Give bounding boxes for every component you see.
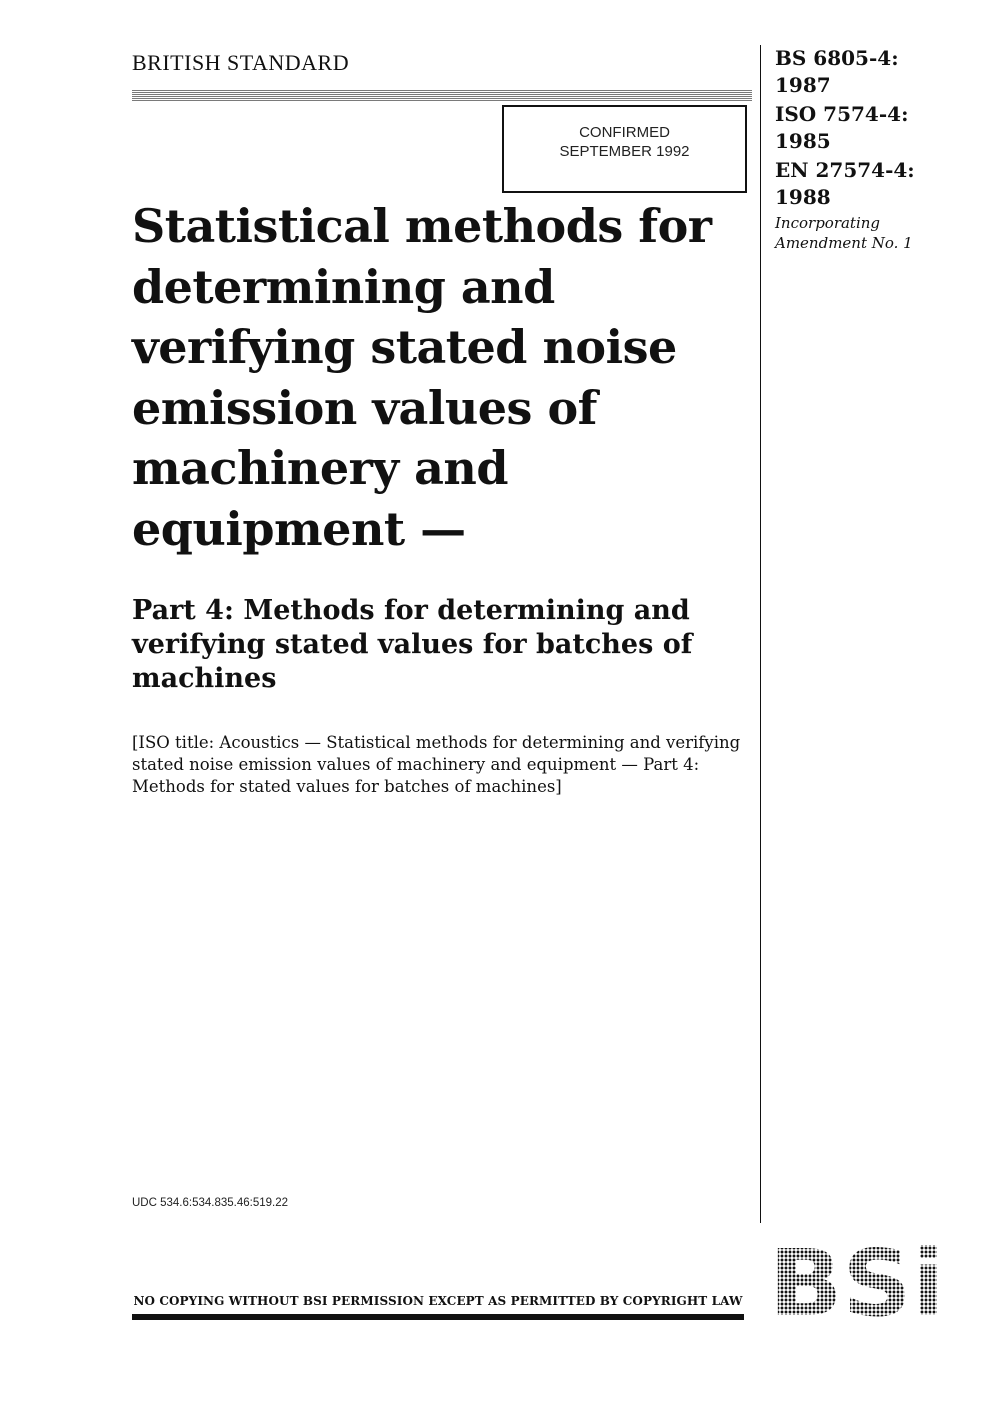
standard-year: 1988	[775, 185, 831, 209]
standard-code: BS 6805-4:	[775, 46, 899, 70]
standard-id-en	[775, 157, 985, 211]
amendment-note	[775, 213, 985, 253]
copyright-notice: NO COPYING WITHOUT BSI PERMISSION EXCEPT AS PERMITTED BY COPYRIGHT LAW	[133, 1294, 743, 1308]
document-type-label: BRITISH STANDARD	[132, 50, 350, 75]
header-rule	[132, 90, 752, 102]
standard-year: 1987	[775, 73, 831, 97]
standard-code: EN 27574-4:	[775, 158, 915, 182]
bsi-logo	[768, 1242, 946, 1320]
footer-rule	[132, 1314, 744, 1320]
amendment-line: Amendment No. 1	[775, 234, 913, 252]
confirmed-date: SEPTEMBER 1992	[559, 143, 690, 160]
standard-id-iso	[775, 101, 985, 155]
standard-year: 1985	[775, 129, 831, 153]
standard-code: ISO 7574-4:	[775, 102, 909, 126]
iso-title: [ISO title: Acoustics — Statistical methods for determining and verifying stated noise emission values of machinery and equipment — Part 4: Methods for stated values for batches of machines]	[132, 733, 741, 796]
bsi-logo-text: BSi	[769, 1242, 945, 1320]
udc-code: UDC 534.6:534.835.46:519.22	[132, 1197, 289, 1209]
vertical-divider	[760, 45, 761, 1223]
standard-id-bs	[775, 45, 985, 99]
amendment-line: Incorporating	[775, 214, 881, 232]
document-title: Statistical methods for determining and verifying stated noise emission values of machinery and equipment —	[132, 199, 712, 556]
document-subtitle: Part 4: Methods for determining and verifying stated values for batches of machines	[132, 595, 693, 694]
confirmed-stamp	[502, 105, 747, 193]
standard-identifiers	[775, 45, 985, 253]
confirmed-label: CONFIRMED	[579, 124, 670, 141]
